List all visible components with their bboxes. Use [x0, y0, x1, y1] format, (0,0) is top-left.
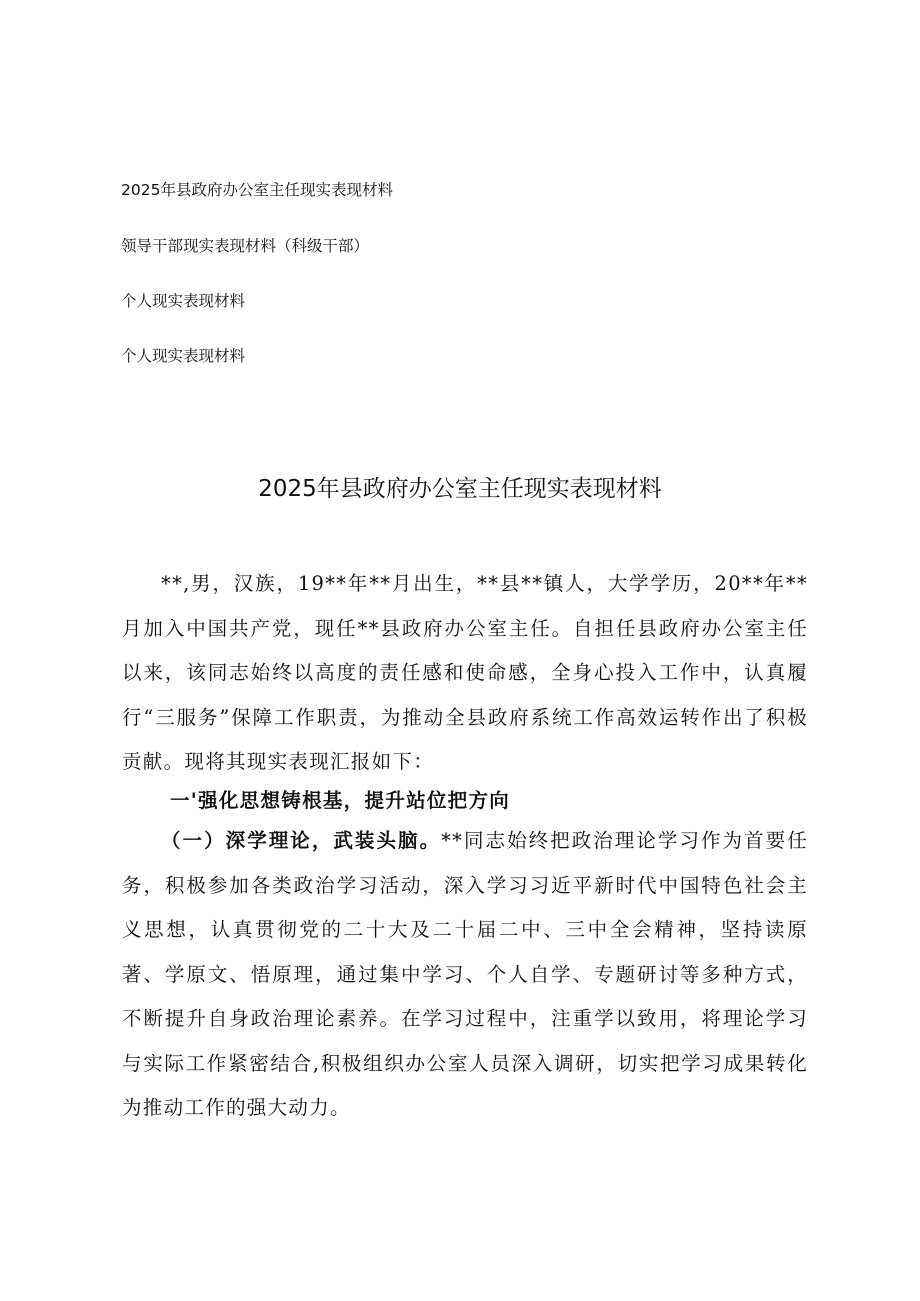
- section-body: **同志始终把政治理论学习作为首要任务，积极参加各类政治学习活动，深入学习习近平新时代中国特色社会主义思想，认真贯彻党的二十大及二十届二中、三中全会精神，坚持读原著、学原文、悟原理，通过集中学习、个人自学、专题研讨等多种方式，不断提升自身政治理论素养。在学习过程中，注重学以致用，将理论学习与实际工作紧密结合,积极组织办公室人员深入调研，切实把学习成果转化为推动工作的强大动力。: [122, 829, 808, 1119]
- toc-item: 2025年县政府办公室主任现实表现材料: [121, 181, 393, 199]
- document-title: 2025年县政府办公室主任现实表现材料: [258, 476, 662, 502]
- section-lead: （一）深学理论，武装头脑。: [161, 829, 442, 852]
- toc-item: 领导干部现实表现材料（科级干部）: [121, 237, 370, 255]
- toc-item: 个人现实表现材料: [121, 292, 246, 310]
- section-paragraph: [122, 819, 808, 1131]
- section-heading: 一'强化思想铸根基，提升站位把方向: [170, 789, 511, 812]
- toc-item: 个人现实表现材料: [121, 347, 246, 365]
- intro-paragraph: **,男，汉族，19**年**月出生，**县**镇人，大学学历，20**年**月加入中国共产党，现任**县政府办公室主任。自担任县政府办公室主任以来，该同志始终以高度的责任感和使命感，全身心投入工作中，认真履行“三服务”保障工作职责，为推动全县政府系统工作高效运转作出了积极贡献。现将其现实表现汇报如下：: [122, 572, 808, 773]
